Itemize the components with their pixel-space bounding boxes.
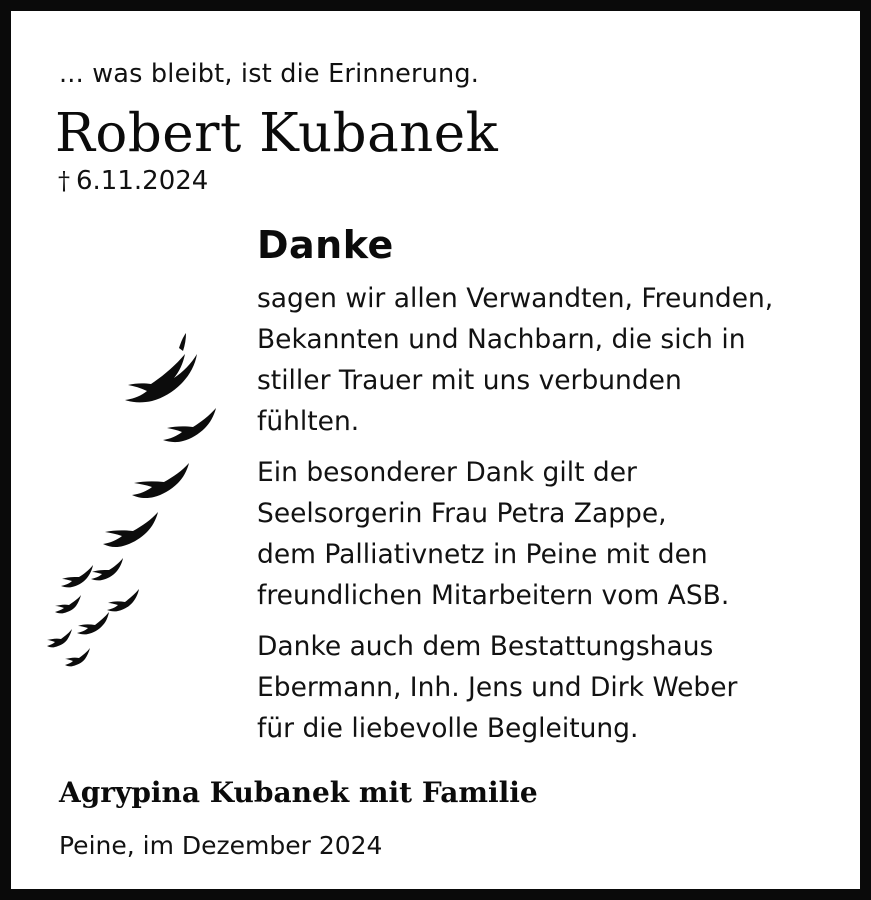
signature: Agrypina Kubanek mit Familie [59,776,538,809]
flying-birds-silhouette-icon [33,306,233,686]
paragraph-line: fühlten. [257,406,360,437]
paragraph-line: stiller Trauer mit uns verbunden [257,365,682,396]
place-and-date: Peine, im Dezember 2024 [59,831,383,860]
paragraph-line: Ebermann, Inh. Jens und Dirk Weber [257,672,738,703]
paragraph-line: freundlichen Mitarbeitern vom ASB. [257,580,730,611]
notice-sheet [11,11,860,889]
paragraph-line: Ein besonderer Dank gilt der [257,457,637,488]
paragraph-line: Bekannten und Nachbarn, die sich in [257,324,746,355]
cross-dagger-icon: † [58,167,70,195]
paragraph-line: Seelsorgerin Frau Petra Zappe, [257,498,667,529]
paragraph-line: sagen wir allen Verwandten, Freunden, [257,283,774,314]
epigraph: ... was bleibt, ist die Erinnerung. [59,59,480,89]
paragraph-line: Danke auch dem Bestattungshaus [257,631,714,662]
paragraph-line: dem Palliativnetz in Peine mit den [257,539,708,570]
thanks-paragraph [257,452,837,616]
thanks-heading: Danke [257,223,394,267]
thanks-paragraph [257,278,837,442]
paragraph-line: für die liebevolle Begleitung. [257,713,639,744]
deceased-name: Robert Kubanek [55,103,499,164]
thanks-paragraph [257,626,837,749]
death-date [58,166,208,196]
death-date-value: 6.11.2024 [76,166,209,196]
